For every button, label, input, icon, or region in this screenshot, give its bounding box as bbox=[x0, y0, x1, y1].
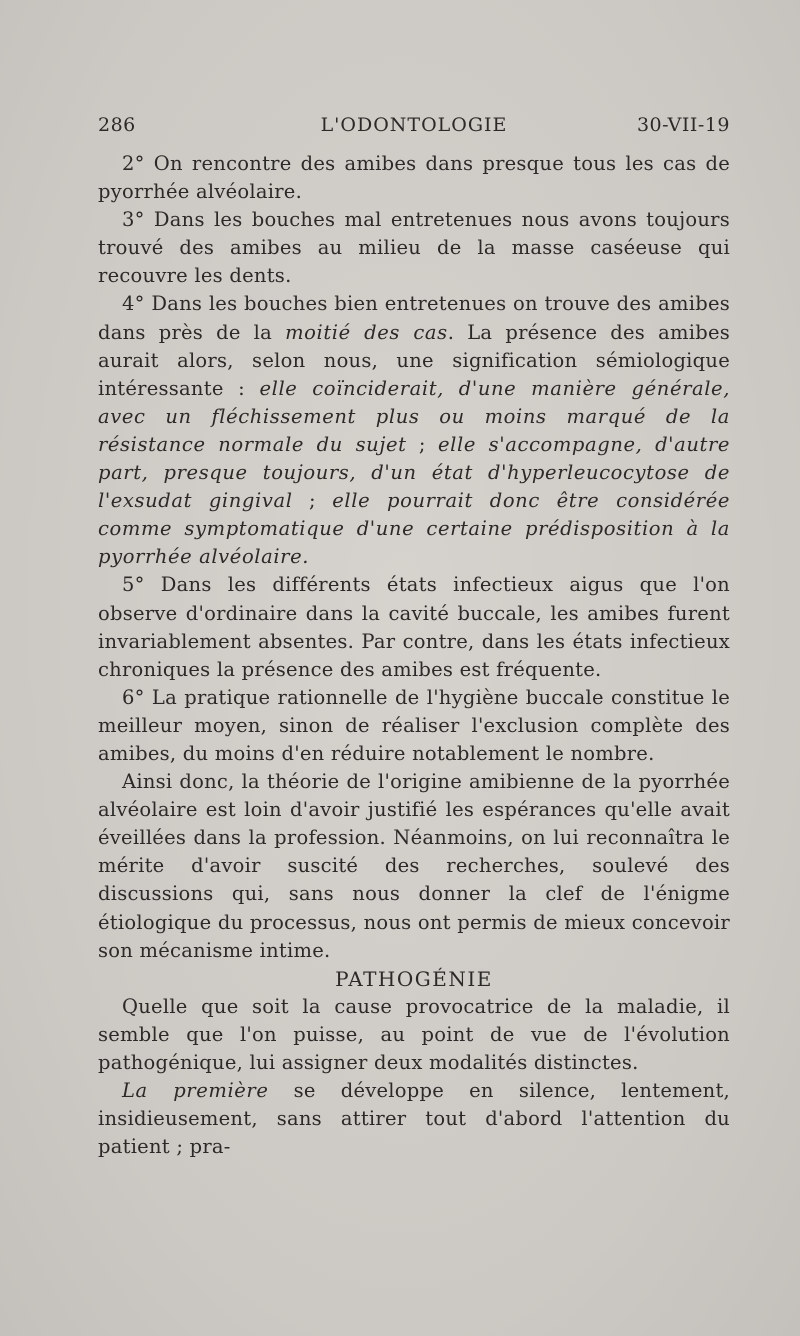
page-number: 286 bbox=[98, 114, 136, 136]
p4-italic-b: moitié des cas bbox=[285, 320, 448, 344]
section-heading: PATHOGÉNIE bbox=[335, 966, 493, 991]
body-text bbox=[98, 150, 730, 1161]
paragraph-2: 2° On rencontre des amibes dans presque tous les cas de pyorrhée alvéolaire. bbox=[98, 152, 730, 204]
paragraph-9 bbox=[98, 1077, 730, 1161]
paragraph-7: Ainsi donc, la théorie de l'origine amibienne de la pyorrhée alvéolaire est loin d'avoir justifié les espérances qu'elle avait éveillées dans la profession. Néanmoins, on lui reconnaîtra le mérite d'avoir suscité des recherches, soulevé des discussions qui, sans nous donner la clef de l'énigme étiologique du processus, nous ont permis de mieux concevoir son mécanisme intime. bbox=[98, 770, 730, 962]
paragraph-3: 3° Dans les bouches mal entretenues nous avons toujours trouvé des amibes au milieu de la masse caséeuse qui recouvre les dents. bbox=[98, 208, 730, 288]
p4-text-c: . La présence des amibes aurait alors, selon nous, une signification sémiologique intéressante : bbox=[98, 320, 730, 400]
issue-date: 30-VII-19 bbox=[636, 114, 730, 136]
p4-text-g: ; bbox=[292, 489, 333, 513]
running-header bbox=[98, 114, 730, 144]
paragraph-5: 5° Dans les différents états infectieux aigus que l'on observe d'ordinaire dans la cavité buccale, les amibes furent invariablement absentes. Par contre, dans les états infectieux chroniques la présence des amibes est fréquente. bbox=[98, 573, 730, 681]
p4-italic-d: elle coïnciderait, d'une manière générale, avec un fléchissement plus ou moins marqué de la résistance normale du sujet bbox=[98, 376, 731, 456]
p4-text-e: ; bbox=[406, 432, 439, 456]
paragraph-8: Quelle que soit la cause provocatrice de la maladie, il semble que l'on puisse, au point de vue de l'évolution pathogénique, lui assigner deux modalités distinctes. bbox=[98, 994, 730, 1074]
p4-italic-f: elle s'accompagne, d'autre part, presque toujours, d'un état d'hyperleucocytose de l'exsudat gingival bbox=[98, 432, 731, 513]
p9-text-b: se développe en silence, lentement, insidieusement, sans attirer tout d'abord l'attention du patient ; pra- bbox=[98, 1079, 730, 1159]
paragraph-6: 6° La pratique rationnelle de l'hygiène buccale constitue le meilleur moyen, sinon de réaliser l'exclusion complète des amibes, du moins d'en réduire notablement le nombre. bbox=[98, 685, 730, 765]
p9-italic-a: La première bbox=[122, 1079, 269, 1103]
paragraph-4 bbox=[98, 290, 730, 571]
p4-italic-h: elle pourrait donc être considérée comme symptomatique d'une certaine prédisposition à la pyorrhée alvéolaire. bbox=[98, 489, 730, 569]
journal-title: L'ODONTOLOGIE bbox=[320, 114, 508, 136]
p4-text-a: 4° Dans les bouches bien entretenues on trouve des amibes dans près de la bbox=[98, 292, 730, 344]
